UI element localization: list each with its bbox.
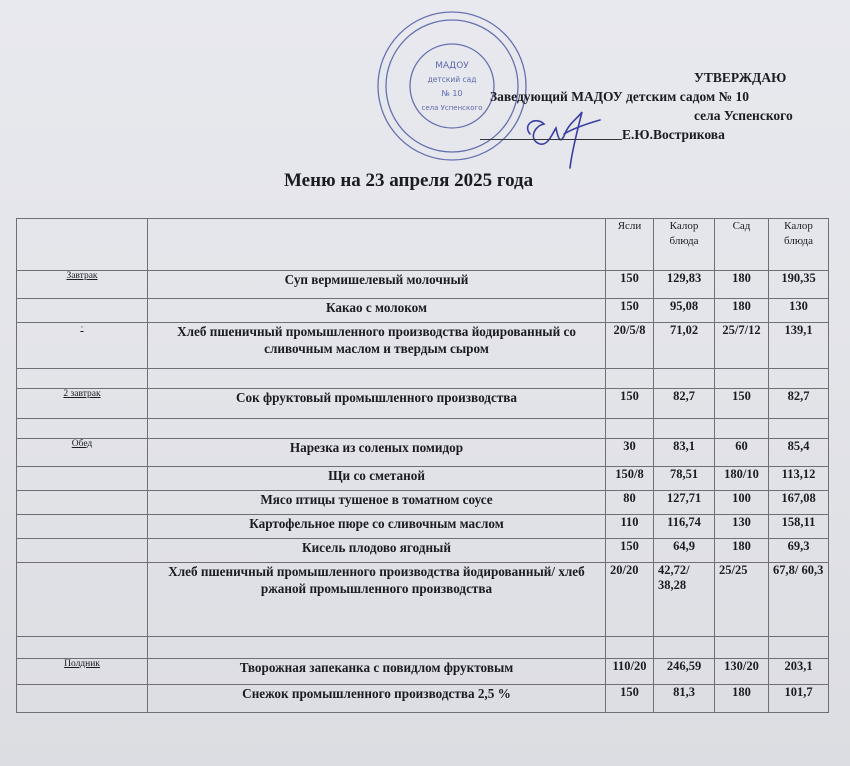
kindergarten-calories-cell: 203,1 [769,659,829,685]
meal-cell [17,369,148,389]
stamp-text: МАДОУ [435,61,469,71]
dish-cell: Творожная запеканка с повидлом фруктовым [148,659,606,685]
dish-cell: Сок фруктовый промышленного производства [148,389,606,419]
meal-cell: Завтрак [17,271,148,299]
kindergarten-portion-cell: 180 [715,539,769,563]
nursery-portion-cell: 150 [606,299,654,323]
nursery-calories-cell: 95,08 [654,299,715,323]
table-row [17,369,829,389]
meal-cell [17,419,148,439]
kindergarten-portion-cell: 130 [715,515,769,539]
kindergarten-calories-cell [769,637,829,659]
dish-cell: Щи со сметаной [148,467,606,491]
nursery-portion-cell: 30 [606,439,654,467]
nursery-portion-cell [606,637,654,659]
dish-cell: Картофельное пюре со сливочным маслом [148,515,606,539]
table-row [17,637,829,659]
dish-cell [148,637,606,659]
table-row [17,467,829,491]
nursery-calories-cell: 64,9 [654,539,715,563]
table-row [17,539,829,563]
menu-table [16,218,829,713]
kindergarten-portion-cell [715,637,769,659]
nursery-portion-cell: 150 [606,271,654,299]
nursery-portion-cell [606,419,654,439]
nursery-calories-cell [654,369,715,389]
table-row [17,659,829,685]
kindergarten-calories-cell: 67,8/ 60,3 [769,563,829,637]
kindergarten-portion-cell: 25/25 [715,563,769,637]
meal-cell [17,563,148,637]
nursery-portion-cell: 80 [606,491,654,515]
kindergarten-calories-cell: 69,3 [769,539,829,563]
nursery-portion-cell: 20/5/8 [606,323,654,369]
stamp-text: детский сад [427,75,477,84]
table-row [17,389,829,419]
table-row [17,563,829,637]
kindergarten-portion-cell: 25/7/12 [715,323,769,369]
approval-position: Заведующий МАДОУ детским садом № 10 [490,89,749,104]
table-row [17,439,829,467]
meal-cell [17,637,148,659]
table-header-row [17,219,829,271]
meal-cell [17,515,148,539]
dish-cell [148,369,606,389]
meal-cell: · [17,323,148,369]
kindergarten-portion-cell: 60 [715,439,769,467]
nursery-calories-cell: 246,59 [654,659,715,685]
approval-village: села Успенского [694,108,793,123]
nursery-calories-cell: 129,83 [654,271,715,299]
table-row [17,419,829,439]
header-cell [148,219,606,271]
nursery-portion-cell: 150 [606,389,654,419]
nursery-portion-cell: 110/20 [606,659,654,685]
dish-cell [148,419,606,439]
nursery-calories-cell [654,637,715,659]
kindergarten-calories-cell: 101,7 [769,685,829,713]
kindergarten-calories-cell: 167,08 [769,491,829,515]
approval-signer: Е.Ю.Вострикова [622,127,725,142]
table-row [17,685,829,713]
header-cell: Ясли [606,219,654,271]
nursery-calories-cell [654,419,715,439]
kindergarten-calories-cell: 130 [769,299,829,323]
meal-cell: Полдник [17,659,148,685]
nursery-calories-cell: 127,71 [654,491,715,515]
kindergarten-calories-cell [769,369,829,389]
nursery-portion-cell [606,369,654,389]
kindergarten-portion-cell: 150 [715,389,769,419]
page-title: Меню на 23 апреля 2025 года [284,170,534,191]
meal-cell [17,299,148,323]
kindergarten-portion-cell: 180/10 [715,467,769,491]
nursery-calories-cell: 71,02 [654,323,715,369]
meal-cell: 2 завтрак [17,389,148,419]
kindergarten-portion-cell: 100 [715,491,769,515]
dish-cell: Суп вермишелевый молочный [148,271,606,299]
signature-line [480,139,622,140]
header-cell: Калор блюда [769,219,829,271]
kindergarten-portion-cell: 180 [715,685,769,713]
dish-cell: Какао с молоком [148,299,606,323]
kindergarten-calories-cell: 113,12 [769,467,829,491]
meal-cell [17,685,148,713]
meal-cell [17,467,148,491]
header-cell: Калор блюда [654,219,715,271]
table-row [17,491,829,515]
nursery-portion-cell: 110 [606,515,654,539]
kindergarten-calories-cell: 158,11 [769,515,829,539]
nursery-calories-cell: 81,3 [654,685,715,713]
meal-cell: Обед [17,439,148,467]
kindergarten-calories-cell: 139,1 [769,323,829,369]
dish-cell: Кисель плодово ягодный [148,539,606,563]
table-row [17,299,829,323]
table-row [17,515,829,539]
kindergarten-portion-cell: 180 [715,271,769,299]
table-row [17,271,829,299]
nursery-calories-cell: 82,7 [654,389,715,419]
approval-heading: УТВЕРЖДАЮ [694,70,787,85]
kindergarten-calories-cell: 190,35 [769,271,829,299]
nursery-calories-cell: 83,1 [654,439,715,467]
nursery-portion-cell: 150/8 [606,467,654,491]
kindergarten-calories-cell [769,419,829,439]
stamp-text: № 10 [441,89,463,98]
nursery-calories-cell: 78,51 [654,467,715,491]
nursery-calories-cell: 42,72/ 38,28 [654,563,715,637]
header-cell [17,219,148,271]
official-stamp [372,6,532,166]
table-row [17,323,829,369]
stamp-text: села Успенского [421,104,483,112]
dish-cell: Снежок промышленного производства 2,5 % [148,685,606,713]
nursery-portion-cell: 20/20 [606,563,654,637]
dish-cell: Мясо птицы тушеное в томатном соусе [148,491,606,515]
dish-cell: Хлеб пшеничный промышленного производства йодированный со сливочным маслом и твердым сыром [148,323,606,369]
nursery-calories-cell: 116,74 [654,515,715,539]
kindergarten-portion-cell [715,419,769,439]
nursery-portion-cell: 150 [606,539,654,563]
nursery-portion-cell: 150 [606,685,654,713]
dish-cell: Нарезка из соленых помидор [148,439,606,467]
meal-cell [17,491,148,515]
dish-cell: Хлеб пшеничный промышленного производства йодированный/ хлеб ржаной промышленного производства [148,563,606,637]
kindergarten-portion-cell: 180 [715,299,769,323]
header-cell: Сад [715,219,769,271]
kindergarten-calories-cell: 82,7 [769,389,829,419]
meal-cell [17,539,148,563]
kindergarten-portion-cell [715,369,769,389]
kindergarten-calories-cell: 85,4 [769,439,829,467]
kindergarten-portion-cell: 130/20 [715,659,769,685]
